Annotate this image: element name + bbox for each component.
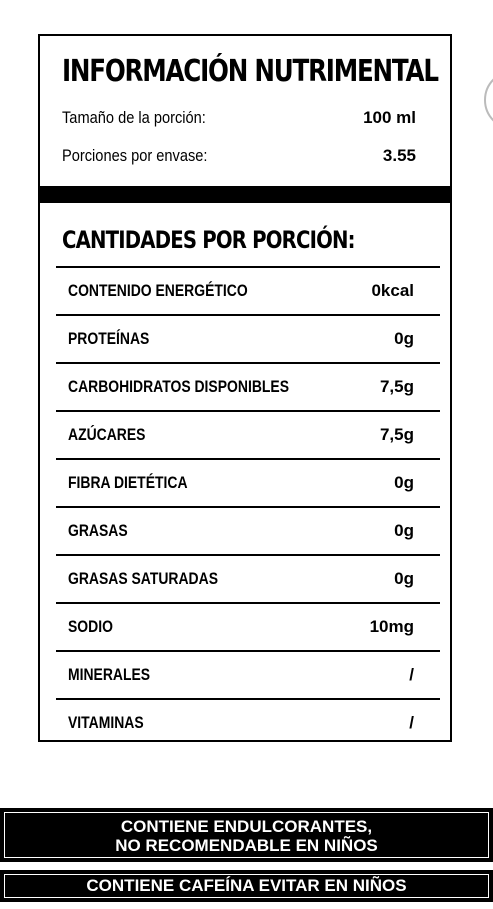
nutrient-table <box>56 266 440 746</box>
nutrient-row <box>56 554 440 602</box>
nutrient-value: 7,5g <box>379 377 414 396</box>
label-title: INFORMACIÓN NUTRIMENTAL <box>62 54 438 89</box>
serving-size-row <box>62 108 416 134</box>
nutrient-name: GRASAS <box>68 521 128 540</box>
serving-size-label: Tamaño de la porción: <box>62 108 206 127</box>
nutrient-row <box>56 698 440 746</box>
nutrient-name: MINERALES <box>68 665 151 684</box>
nutrient-row <box>56 602 440 650</box>
thick-divider <box>40 186 450 203</box>
nutrient-row <box>56 362 440 410</box>
nutrient-row <box>56 506 440 554</box>
nutrient-row <box>56 314 440 362</box>
nutrient-name: SODIO <box>68 617 113 636</box>
nutrient-name: AZÚCARES <box>68 425 146 444</box>
nutrient-row <box>56 410 440 458</box>
nutrient-name: GRASAS SATURADAS <box>68 569 218 588</box>
partial-circle-graphic <box>484 70 493 130</box>
caffeine-warning <box>0 870 493 902</box>
nutrient-value: 0g <box>394 329 414 348</box>
nutrient-value: 0g <box>394 473 414 492</box>
nutrient-row <box>56 650 440 698</box>
nutrient-name: CARBOHIDRATOS DISPONIBLES <box>68 377 290 396</box>
nutrient-value: 7,5g <box>379 425 414 444</box>
nutrient-value: 10mg <box>369 617 414 636</box>
section-title: CANTIDADES POR PORCIÓN: <box>62 226 355 254</box>
sweeteners-warning <box>0 808 493 862</box>
sweeteners-warning-line1: CONTIENE ENDULCORANTES, <box>120 817 373 836</box>
nutrient-value: / <box>409 665 414 684</box>
sweeteners-warning-line2: NO RECOMENDABLE EN NIÑOS <box>115 836 378 855</box>
nutrient-name: VITAMINAS <box>68 713 144 732</box>
servings-per-container-row <box>62 146 416 172</box>
servings-per-container-value: 3.55 <box>382 146 416 165</box>
nutrient-row <box>56 266 440 314</box>
servings-per-container-label: Porciones por envase: <box>62 146 208 165</box>
nutrient-value: 0g <box>394 521 414 540</box>
nutrient-value: 0kcal <box>371 281 414 300</box>
serving-size-value: 100 ml <box>363 108 416 127</box>
caffeine-warning-text: CONTIENE CAFEÍNA EVITAR EN NIÑOS <box>86 876 407 895</box>
nutrient-row <box>56 458 440 506</box>
nutrient-value: 0g <box>394 569 414 588</box>
nutrient-name: CONTENIDO ENERGÉTICO <box>68 281 248 300</box>
nutrition-label <box>38 34 452 742</box>
nutrient-name: PROTEÍNAS <box>68 329 150 348</box>
nutrient-value: / <box>409 713 414 732</box>
nutrient-name: FIBRA DIETÉTICA <box>68 473 188 492</box>
